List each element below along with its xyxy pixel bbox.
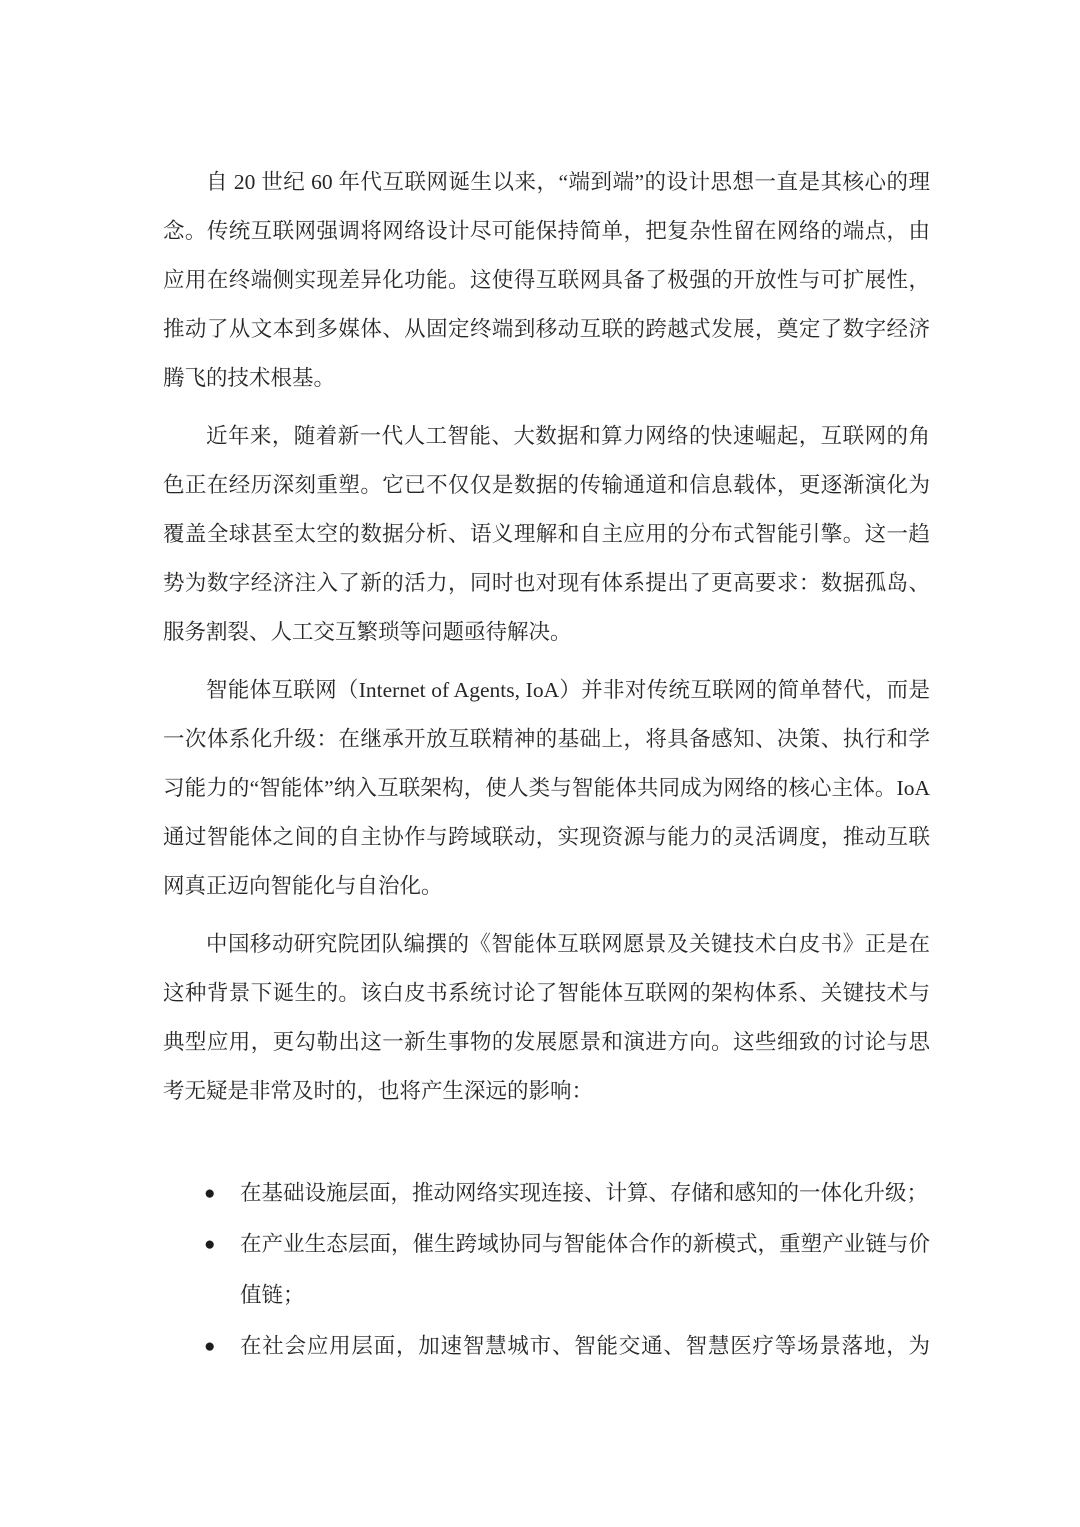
paragraph-internet-reshaping: 近年来，随着新一代人工智能、大数据和算力网络的快速崛起，互联网的角色正在经历深刻重塑。它已不仅仅是数据的传输通道和信息载体，更逐渐演化为覆盖全球甚至太空的数据分析、语义理解和自主应用的分布式智能引擎。这一趋势为数字经济注入了新的活力，同时也对现有体系提出了更高要求：数据孤岛、服务割裂、人工交互繁琐等问题亟待解决。: [163, 424, 930, 644]
paragraph-ioa-definition: 智能体互联网（Internet of Agents, IoA）并非对传统互联网的简单替代，而是一次体系化升级：在继承开放互联精神的基础上，将具备感知、决策、执行和学习能力的“智能体”纳入互联架构，使人类与智能体共同成为网络的核心主体。IoA 通过智能体之间的自主协作与跨域联动，实现资源与能力的灵活调度，推动互联网真正迈向智能化与自治化。: [163, 678, 930, 898]
bullet-icon: ●: [204, 1234, 216, 1255]
impact-bullet-list: [163, 1168, 930, 1372]
bullet-icon: ●: [204, 1336, 216, 1357]
bullet-item-text: 在产业生态层面，催生跨域协同与智能体合作的新模式，重塑产业链与价值链；: [240, 1232, 930, 1307]
list-item-infrastructure: [163, 1168, 930, 1219]
list-item-social-application: [163, 1321, 930, 1372]
bullet-icon: ●: [204, 1183, 216, 1204]
paragraph-whitepaper-intro: 中国移动研究院团队编撰的《智能体互联网愿景及关键技术白皮书》正是在这种背景下诞生的。该白皮书系统讨论了智能体互联网的架构体系、关键技术与典型应用，更勾勒出这一新生事物的发展愿景和演进方向。这些细致的讨论与思考无疑是非常及时的，也将产生深远的影响：: [163, 932, 930, 1103]
list-item-industry-ecosystem: [163, 1219, 930, 1321]
bullet-item-text: 在基础设施层面，推动网络实现连接、计算、存储和感知的一体化升级；: [240, 1181, 929, 1205]
paragraph-internet-origin: 自 20 世纪 60 年代互联网诞生以来，“端到端”的设计思想一直是其核心的理念。传统互联网强调将网络设计尽可能保持简单，把复杂性留在网络的端点，由应用在终端侧实现差异化功能。这使得互联网具备了极强的开放性与可扩展性，推动了从文本到多媒体、从固定终端到移动互联的跨越式发展，奠定了数字经济腾飞的技术根基。: [163, 170, 930, 390]
bullet-item-text: 在社会应用层面，加速智慧城市、智能交通、智慧医疗等场景落地，为: [240, 1334, 930, 1358]
